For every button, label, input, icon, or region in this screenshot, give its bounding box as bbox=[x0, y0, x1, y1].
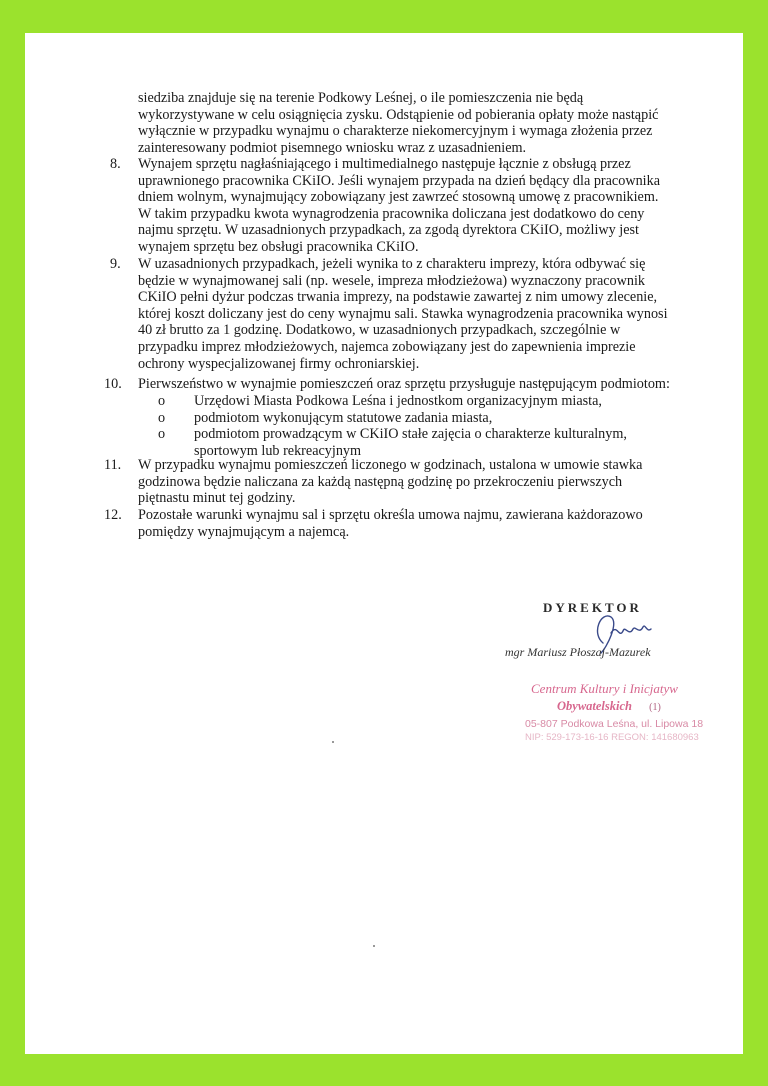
item-line: wynajem sprzętu bez obsługi pracownika CKiIO. bbox=[138, 238, 419, 255]
item-number: 9. bbox=[110, 256, 121, 272]
item-line: 40 zł brutto za 1 godzinę. Dodatkowo, w uzasadnionych przypadkach, szczególnie w bbox=[138, 322, 621, 339]
item-line: CKiIO pełni dyżur podczas trwania imprezy, na podstawie zawartej z nim umowy zlecenie, bbox=[138, 289, 658, 306]
item-line: uprawnionego pracownika CKiIO. Jeśli wynajem przypada na dzień będący dla pracownika bbox=[138, 172, 660, 189]
bullet-text: Urzędowi Miasta Podkowa Leśna i jednostkom organizacyjnym miasta, bbox=[194, 393, 602, 409]
item-body bbox=[138, 156, 678, 256]
bullet-item bbox=[158, 426, 634, 459]
item-number: 10. bbox=[104, 376, 122, 392]
bullet-text: podmiotom prowadzącym w CKiIO stałe zajęcia o charakterze kulturalnym, sportowym lub rekreacyjnym bbox=[194, 426, 627, 459]
item-line: godzinowa będzie naliczana za każdą następną godzinę po przekroczeniu pierwszych bbox=[138, 473, 623, 490]
stamp-line-2 bbox=[557, 699, 661, 714]
scan-speck bbox=[332, 741, 334, 743]
item-number: 12. bbox=[104, 507, 122, 523]
item-number: 11. bbox=[104, 457, 122, 473]
document-page bbox=[25, 33, 743, 1054]
item-line: Pierwszeństwo w wynajmie pomieszczeń oraz sprzętu przysługuje następującym podmiotom: bbox=[138, 376, 670, 392]
bullet-text: podmiotom wykonującym statutowe zadania miasta, bbox=[194, 409, 493, 426]
stamp-line-2-suffix: (1) bbox=[649, 702, 661, 713]
item-line: najmu sprzętu. W uzasadnionych przypadkach, za zgodą dyrektora CKiIO, możliwy jest bbox=[138, 222, 640, 239]
item-body bbox=[138, 376, 678, 393]
item-line: Pozostałe warunki wynajmu sal i sprzętu określa umowa najmu, zawierana każdorazowo bbox=[138, 507, 643, 523]
item-line: ochrony wyspecjalizowanej firmy ochroniarskiej. bbox=[138, 355, 420, 372]
intro-paragraph bbox=[138, 90, 678, 156]
bullet-marker-icon: o bbox=[158, 393, 166, 409]
item-number: 8. bbox=[110, 156, 121, 172]
item-line: W takim przypadku kwota wynagrodzenia pracownika doliczana jest dodatkowo do ceny bbox=[138, 205, 645, 222]
intro-line: siedziba znajduje się na terenie Podkowy Leśnej, o ile pomieszczenia nie będą bbox=[138, 90, 584, 106]
bullet-marker-icon: o bbox=[158, 409, 166, 426]
item-line: będzie w wynajmowanej sali (np. wesele, impreza młodzieżowa) wyznaczony pracownik bbox=[138, 272, 646, 289]
director-name: mgr Mariusz Płoszaj-Mazurek bbox=[505, 645, 651, 659]
bullet-item bbox=[158, 393, 678, 410]
stamp-line-3: 05-807 Podkowa Leśna, ul. Lipowa 18 bbox=[525, 718, 704, 730]
item-line: W uzasadnionych przypadkach, jeżeli wynika to z charakteru imprezy, która odbywać się bbox=[138, 256, 646, 272]
item-line: przypadku imprez młodzieżowych, najemca zobowiązany jest do zapewnienia imprezie bbox=[138, 338, 636, 355]
item-line: Wynajem sprzętu nagłaśniającego i multimedialnego następuje łącznie z obsługą przez bbox=[138, 156, 631, 172]
stamp-line-1: Centrum Kultury i Inicjatyw bbox=[531, 681, 678, 696]
item-line: W przypadku wynajmu pomieszczeń liczonego w godzinach, ustalona w umowie stawka bbox=[138, 457, 643, 473]
bullet-marker-icon: o bbox=[158, 426, 166, 443]
scan-speck bbox=[373, 945, 375, 947]
bullet-item bbox=[158, 410, 678, 427]
item-line: pomiędzy wynajmującym a najemcą. bbox=[138, 523, 350, 540]
item-body bbox=[138, 507, 678, 540]
item-line: piętnastu minut tej godziny. bbox=[138, 490, 296, 507]
intro-line: zainteresowany podmiot pisemnego wniosku wraz z uzasadnieniem. bbox=[138, 139, 527, 156]
item-body bbox=[138, 256, 678, 372]
item-line: dniem wolnym, wynajmujący zobowiązany jest zawrzeć stosowną umowę z pracownikiem. bbox=[138, 189, 659, 206]
item-body bbox=[138, 457, 678, 507]
intro-line: wykorzystywane w celu osiągnięcia zysku. Odstąpienie od pobierania opłaty może nastąpić bbox=[138, 106, 659, 123]
signature-title: DYREKTOR bbox=[543, 600, 642, 615]
stamp-line-4: NIP: 529-173-16-16 REGON: 141680963 bbox=[525, 732, 699, 743]
stamp-line-2-text: Obywatelskich bbox=[557, 699, 632, 713]
item-line: której koszt doliczany jest do ceny wynajmu sali. Stawka wynagrodzenia pracownika wynosi bbox=[138, 305, 668, 322]
intro-line: wyłącznie w przypadku wynajmu o charakterze niekomercyjnym i wymaga złożenia przez bbox=[138, 123, 653, 140]
bullet-list bbox=[158, 393, 678, 459]
